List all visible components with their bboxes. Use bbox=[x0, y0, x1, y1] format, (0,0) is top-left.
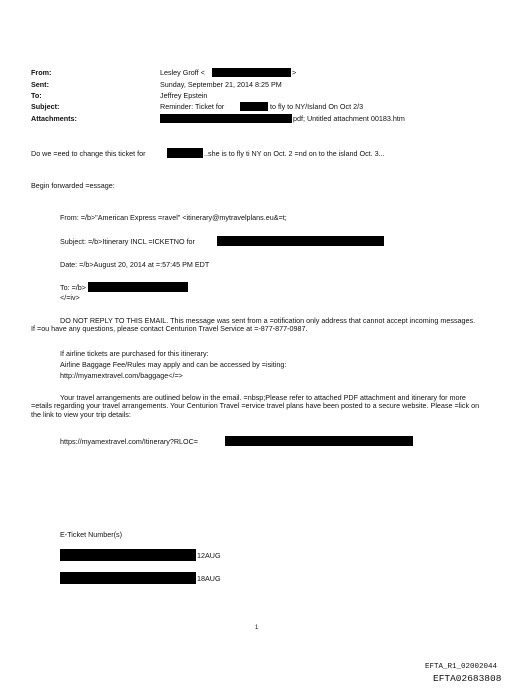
redaction-link bbox=[225, 436, 413, 446]
from-end: > bbox=[292, 68, 297, 77]
fwd-subject: Subject: =/b>Itinerary INCL =ICKETNO for bbox=[60, 237, 195, 246]
travel-text: Your travel arrangements are outlined below in the email. =nbsp;Please refer to attached PDF attachment and itinerary for more =etails regarding your travel arrangements. Your Centurion Travel =ervice travel plans have been posted to a secure website. Please =lick on the link to view your trip details: bbox=[31, 393, 480, 419]
redaction-subject bbox=[240, 102, 268, 111]
page-number: 1 bbox=[255, 625, 259, 631]
travel-paragraph bbox=[31, 394, 481, 419]
subject-post: to fly to NY/Island On Oct 2/3 bbox=[270, 102, 364, 111]
redaction-ticket-2 bbox=[60, 572, 196, 584]
baggage-line-2: Airline Baggage Fee/Rules may apply and can be accessed by =isiting: bbox=[60, 360, 287, 369]
attachments-label: Attachments: bbox=[31, 114, 77, 123]
fwd-div: </=iv> bbox=[60, 293, 80, 302]
intro-post: ..she is to fly ti NY on Oct. 2 =nd on to the island Oct. 3... bbox=[204, 149, 385, 158]
subject-label: Subject: bbox=[31, 102, 60, 111]
subject-pre: Reminder: Ticket for bbox=[160, 102, 225, 111]
redaction-fwd-subject bbox=[217, 236, 384, 246]
redaction-fwd-to bbox=[88, 282, 188, 292]
baggage-line-3: http://myamextravel.com/baggage</=> bbox=[60, 371, 183, 380]
from-value: Lesley Groff < bbox=[160, 68, 205, 77]
sent-value: Sunday, September 21, 2014 8:25 PM bbox=[160, 80, 282, 89]
itinerary-link[interactable]: https://myamextravel.com/Itinerary?RLOC= bbox=[60, 437, 199, 446]
redaction-attachment bbox=[160, 114, 292, 123]
notice-paragraph bbox=[31, 317, 481, 334]
redaction-intro bbox=[167, 148, 203, 158]
to-label: To: bbox=[31, 91, 42, 100]
fwd-date: Date: =/b>August 20, 2014 at =:57:45 PM EDT bbox=[60, 260, 210, 269]
from-label: From: bbox=[31, 68, 52, 77]
sent-label: Sent: bbox=[31, 80, 49, 89]
notice-text: DO NOT REPLY TO THIS EMAIL. This message was sent from a =otification only address that cannot accept incoming messages. If =ou have any questions, please contact Centurion Travel Service at =-877-877-0987. bbox=[31, 316, 476, 334]
redaction-from bbox=[212, 68, 291, 77]
fwd-from: From: =/b>"American Express =ravel" <itinerary@mytravelplans.eu&=t; bbox=[60, 213, 287, 222]
eticket-label: E-Ticket Number(s) bbox=[60, 530, 123, 539]
forwarded-line: Begin forwarded =essage: bbox=[31, 181, 115, 190]
baggage-line-1: If airline tickets are purchased for this itinerary: bbox=[60, 349, 209, 358]
attachments-value: pdf; Untitled attachment 00183.htm bbox=[293, 114, 405, 123]
bates-number-2: EFTA02683808 bbox=[433, 673, 502, 684]
to-value: Jeffrey Epstein bbox=[160, 91, 208, 100]
intro-pre: Do we =eed to change this ticket for bbox=[31, 149, 146, 158]
redaction-ticket-1 bbox=[60, 549, 196, 561]
ticket-2-date: 18AUG bbox=[197, 574, 221, 583]
ticket-1-date: 12AUG bbox=[197, 551, 221, 560]
bates-number-1: EFTA_R1_02002044 bbox=[425, 663, 498, 671]
fwd-to: To: =/b> bbox=[60, 283, 86, 292]
